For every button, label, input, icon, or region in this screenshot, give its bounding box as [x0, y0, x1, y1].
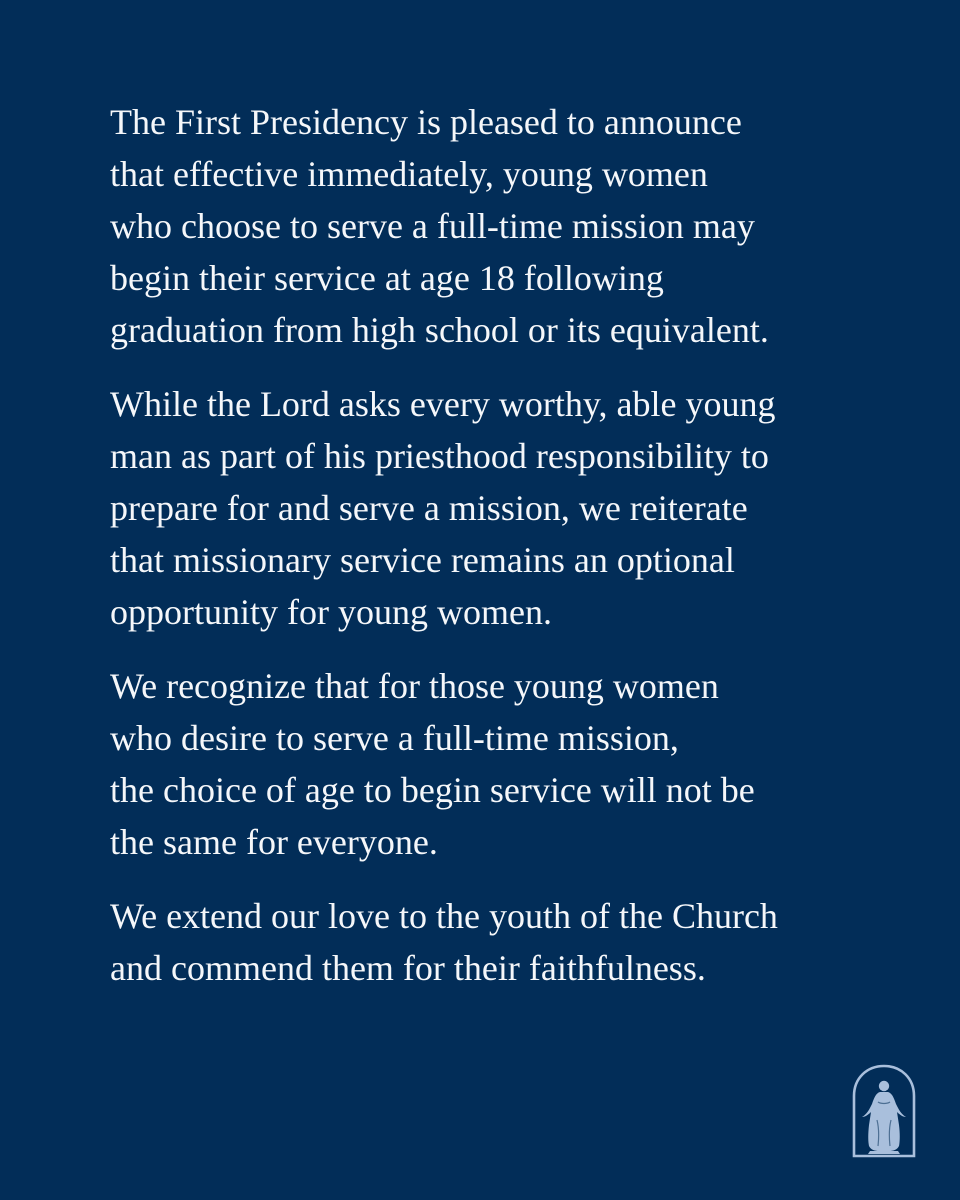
text-line: opportunity for young women.: [110, 592, 552, 632]
text-line: graduation from high school or its equivalent.: [110, 310, 769, 350]
text-line: the choice of age to begin service will not be: [110, 770, 755, 810]
text-line: and commend them for their faithfulness.: [110, 948, 706, 988]
text-line: prepare for and serve a mission, we reiterate: [110, 488, 748, 528]
church-christus-logo-icon: [850, 1062, 918, 1158]
paragraph-1: [110, 96, 890, 356]
text-line: While the Lord asks every worthy, able young: [110, 384, 776, 424]
text-line: who choose to serve a full-time mission may: [110, 206, 755, 246]
text-line: that missionary service remains an optional: [110, 540, 735, 580]
paragraph-3: [110, 660, 890, 868]
text-line: begin their service at age 18 following: [110, 258, 664, 298]
announcement-text: [110, 96, 890, 1016]
paragraph-2: [110, 378, 890, 638]
text-line: We extend our love to the youth of the Church: [110, 896, 778, 936]
text-line: man as part of his priesthood responsibility to: [110, 436, 769, 476]
text-line: We recognize that for those young women: [110, 666, 719, 706]
paragraph-4: [110, 890, 890, 994]
text-line: The First Presidency is pleased to announce: [110, 102, 742, 142]
text-line: who desire to serve a full-time mission,: [110, 718, 679, 758]
text-line: the same for everyone.: [110, 822, 438, 862]
text-line: that effective immediately, young women: [110, 154, 708, 194]
